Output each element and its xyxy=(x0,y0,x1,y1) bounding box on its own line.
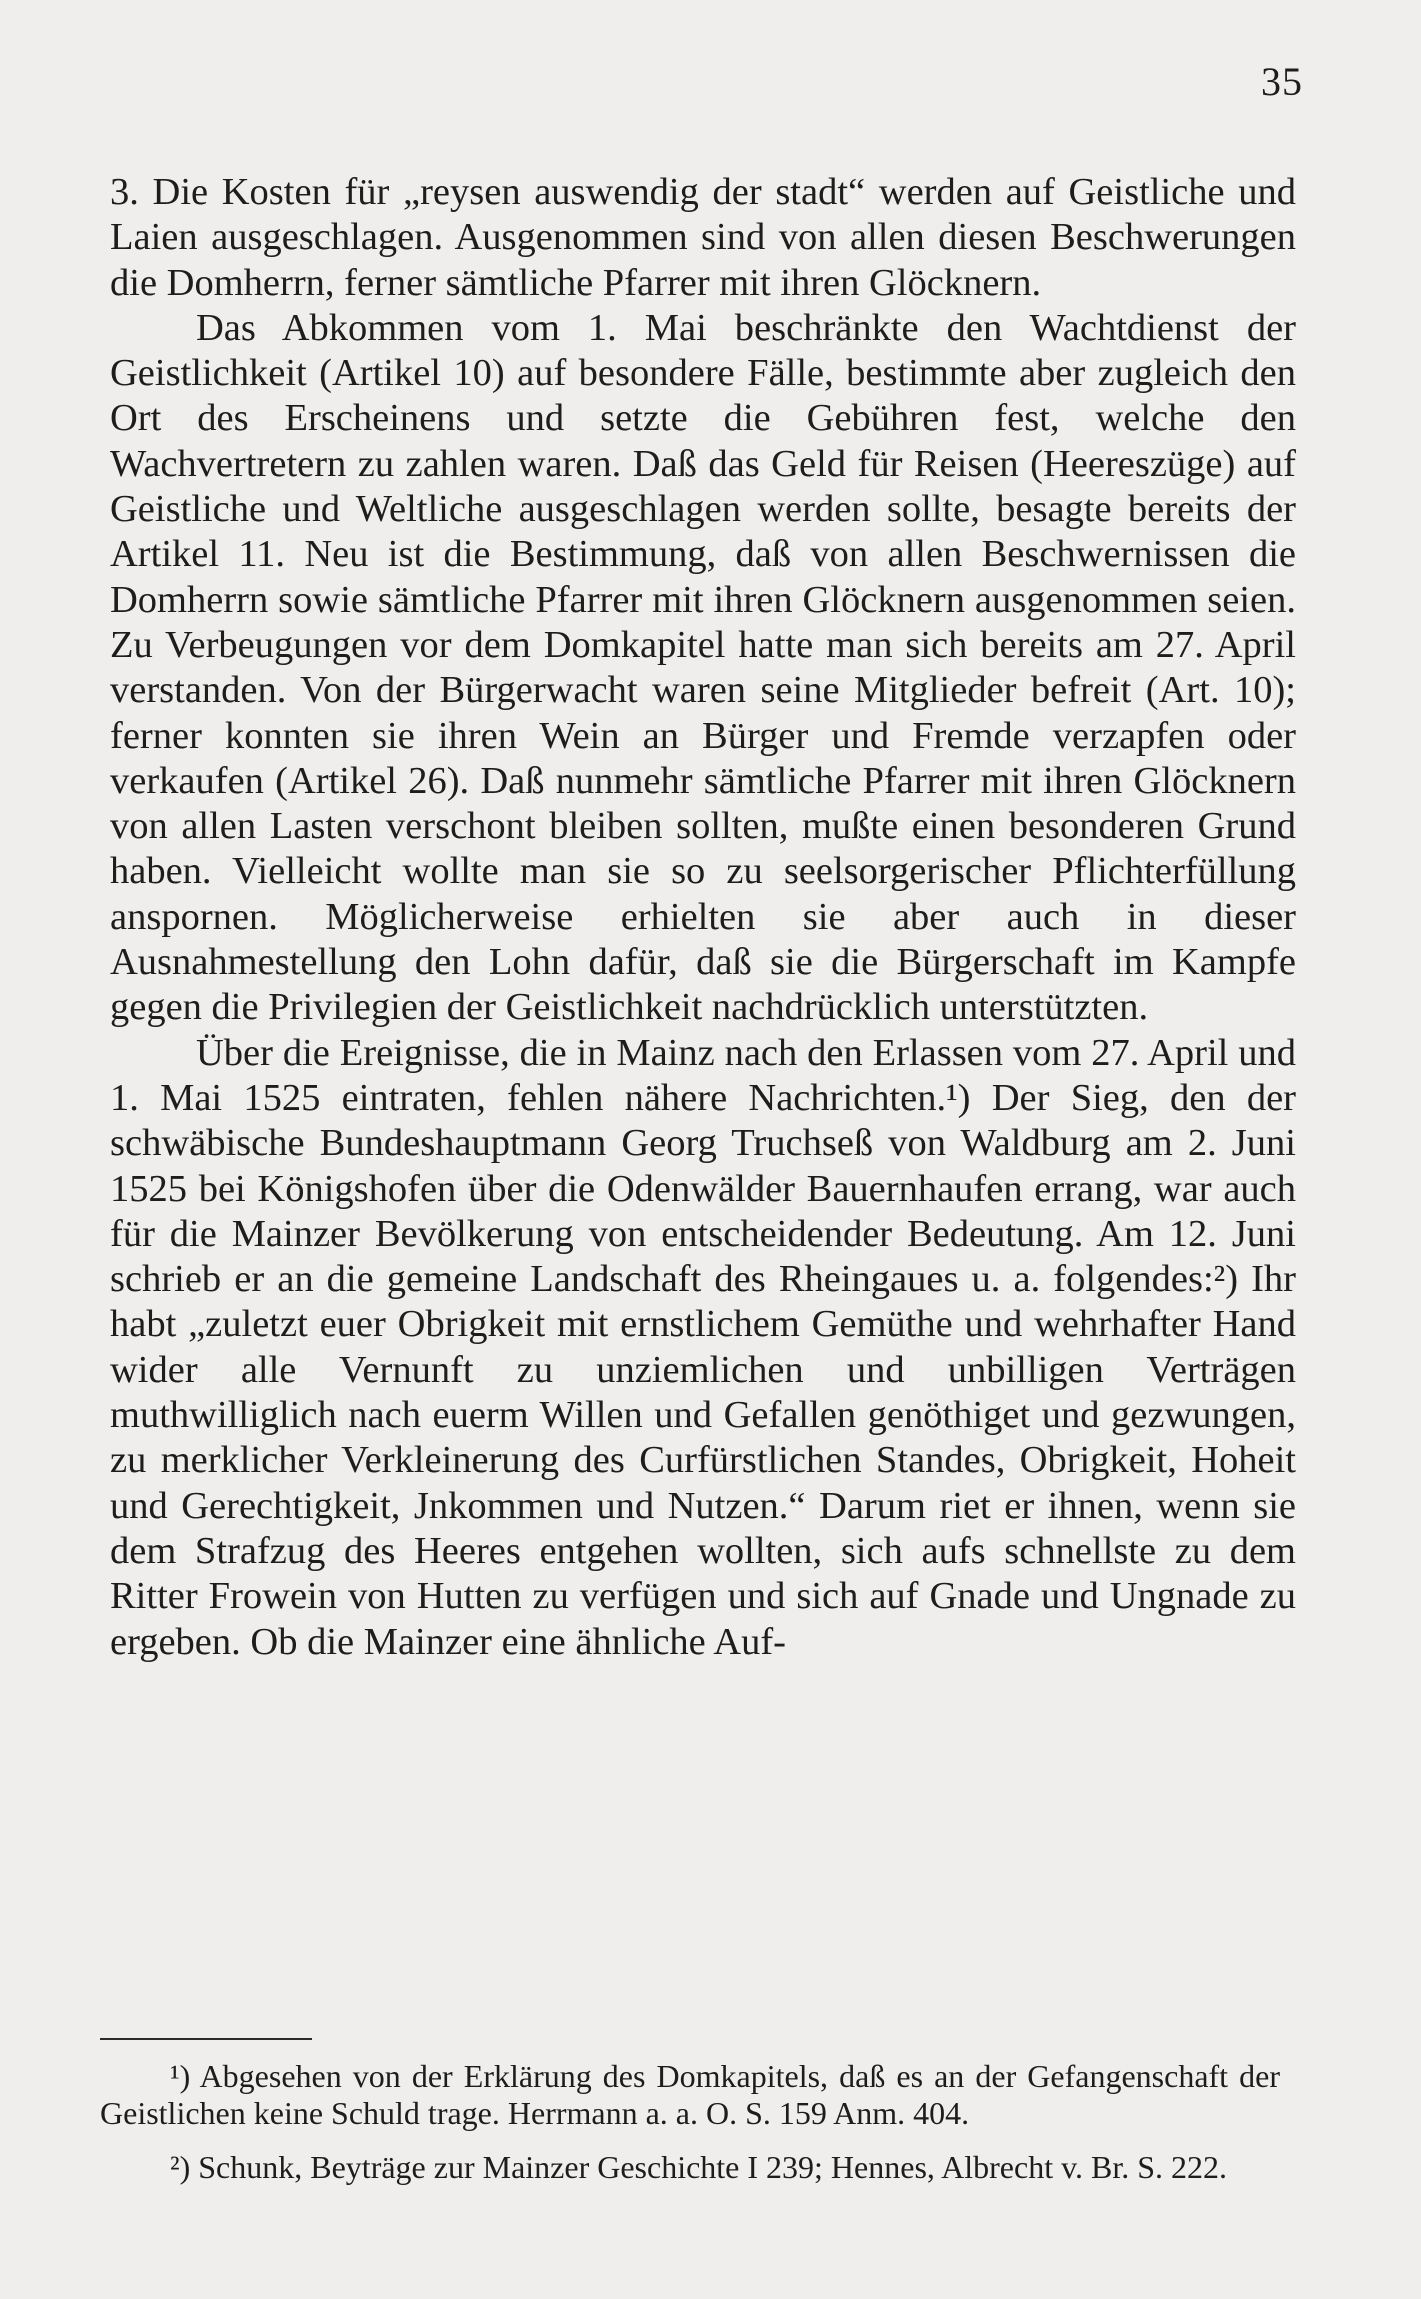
footnotes xyxy=(100,2058,1280,2204)
footnote-divider xyxy=(100,2038,312,2040)
paragraph-3: Über die Ereignisse, die in Mainz nach den Erlassen vom 27. April und 1. Mai 1525 eintraten, fehlen nähere Nachrichten.¹) Der Sieg, den der schwäbische Bundeshauptmann Georg Truchseß von Waldburg am 2. Juni 1525 bei Königshofen über die Odenwälder Bauernhaufen errang, war auch für die Mainzer Bevölkerung von entscheidender Bedeutung. Am 12. Juni schrieb er an die gemeine Landschaft des Rheingaues u. a. folgendes:²) Ihr habt „zuletzt euer Obrigkeit mit ernstlichem Gemüthe und wehrhafter Hand wider alle Vernunft zu unziemlichen und unbilligen Verträgen muthwilliglich nach euerm Willen und Gefallen genöthiget und gezwungen, zu merklicher Verkleinerung des Curfürstlichen Standes, Obrigkeit, Hoheit und Gerechtigkeit, Jnkommen und Nutzen.“ Darum riet er ihnen, wenn sie dem Strafzug des Heeres entgehen wollten, sich aufs schnellste zu dem Ritter Frowein von Hutten zu verfügen und sich auf Gnade und Ungnade zu ergeben. Ob die Mainzer eine ähnliche Auf- xyxy=(110,1031,1296,1663)
footnote-2: ²) Schunk, Beyträge zur Mainzer Geschichte I 239; Hennes, Albrecht v. Br. S. 222. xyxy=(170,2149,1228,2185)
page-number: 35 xyxy=(1261,59,1303,104)
footnote-1: ¹) Abgesehen von der Erklärung des Domkapitels, daß es an der Gefangenschaft der Geistlichen keine Schuld trage. Herrmann a. a. O. S. 159 Anm. 404. xyxy=(100,2058,1280,2131)
paragraph-1: 3. Die Kosten für „reysen auswendig der stadt“ werden auf Geistliche und Laien ausgeschlagen. Ausgenommen sind von allen diesen Beschwerungen die Domherrn, ferner sämtliche Pfarrer mit ihren Glöcknern. xyxy=(110,171,1296,304)
paragraph-2: Das Abkommen vom 1. Mai beschränkte den Wachtdienst der Geistlichkeit (Artikel 10) auf besondere Fälle, bestimmte aber zugleich den Ort des Erscheinens und setzte die Gebühren fest, welche den Wachvertretern zu zahlen waren. Daß das Geld für Reisen (Heereszüge) auf Geistliche und Weltliche ausgeschlagen werden sollte, besagte bereits der Artikel 11. Neu ist die Bestimmung, daß von allen Beschwernissen die Domherrn sowie sämtliche Pfarrer mit ihren Glöcknern ausgenommen seien. Zu Verbeugungen vor dem Domkapitel hatte man sich bereits am 27. April verstanden. Von der Bürgerwacht waren seine Mitglieder befreit (Art. 10); ferner konnten sie ihren Wein an Bürger und Fremde verzapfen oder verkaufen (Artikel 26). Daß nunmehr sämtliche Pfarrer mit ihren Glöcknern von allen Lasten verschont bleiben sollten, mußte einen besonderen Grund haben. Vielleicht wollte man sie so zu seelsorgerischer Pflichterfüllung anspornen. Möglicherweise erhielten sie aber auch in dieser Ausnahmestellung den Lohn dafür, daß sie die Bürgerschaft im Kampfe gegen die Privilegien der Geistlichkeit nachdrücklich unterstützten. xyxy=(110,306,1296,1029)
main-text xyxy=(110,170,1296,1665)
